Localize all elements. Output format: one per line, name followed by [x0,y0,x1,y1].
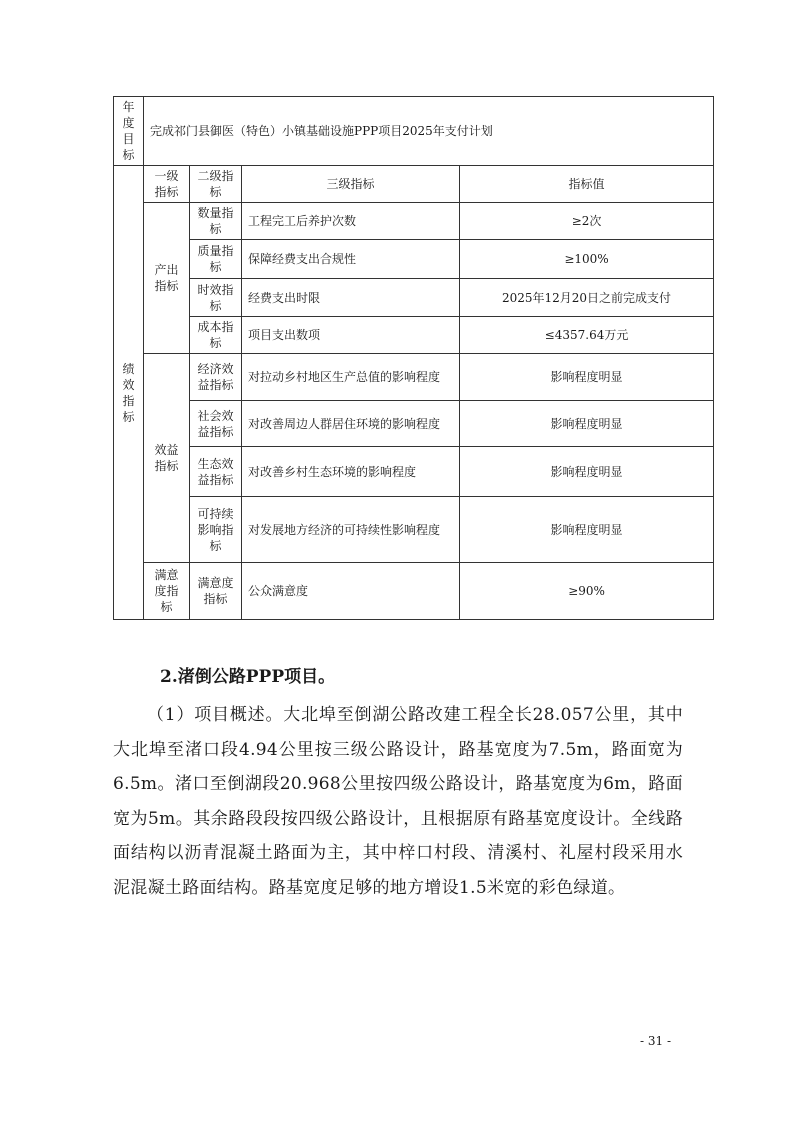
value-cell: 影响程度明显 [460,447,714,497]
level3-cell: 项目支出数项 [242,317,460,354]
level2-cell: 社会效益指标 [190,401,242,447]
level2-cell: 可持续影响指标 [190,497,242,563]
level1-satisfaction: 满意度指标 [144,563,190,620]
level2-cell: 经济效益指标 [190,354,242,401]
value-cell: ≥100% [460,240,714,279]
year-goal-text: 完成祁门县御医（特色）小镇基础设施PPP项目2025年支付计划 [144,97,714,166]
level2-cell: 质量指标 [190,240,242,279]
level3-cell: 经费支出时限 [242,279,460,317]
level1-output: 产出指标 [144,203,190,354]
perf-label: 绩效指标 [114,166,144,620]
header-value: 指标值 [460,166,714,203]
level3-cell: 对改善周边人群居住环境的影响程度 [242,401,460,447]
section-heading: 2.渚倒公路PPP项目。 [160,667,336,687]
table-row [114,401,714,447]
table-row [114,447,714,497]
header-level2: 二级指标 [190,166,242,203]
value-cell: 2025年12月20日之前完成支付 [460,279,714,317]
level3-cell: 对拉动乡村地区生产总值的影响程度 [242,354,460,401]
level3-cell: 保障经费支出合规性 [242,240,460,279]
level2-cell: 满意度指标 [190,563,242,620]
table-row [114,279,714,317]
value-cell: ≤4357.64万元 [460,317,714,354]
year-goal-label: 年度目标 [114,97,144,166]
value-cell: 影响程度明显 [460,354,714,401]
table-row [114,497,714,563]
value-cell: 影响程度明显 [460,401,714,447]
section-paragraph: （1）项目概述。大北埠至倒湖公路改建工程全长28.057公里，其中大北埠至渚口段4.94公里按三级公路设计，路基宽度为7.5m，路面宽为6.5m。渚口至倒湖段20.968公里按四级公路设计，路基宽度为6m，路面宽为5m。其余路段段按四级公路设计，且根据原有路基宽度设计。全线路面结构以沥青混凝土路面为主，其中梓口村段、清溪村、礼屋村段采用水泥混凝土路面结构。路基宽度足够的地方增设1.5米宽的彩色绿道。 [113,705,683,898]
level2-cell: 成本指标 [190,317,242,354]
table-row [114,563,714,620]
level3-cell: 公众满意度 [242,563,460,620]
level3-cell: 工程完工后养护次数 [242,203,460,240]
level2-cell: 数量指标 [190,203,242,240]
performance-table [113,96,714,620]
level2-cell: 生态效益指标 [190,447,242,497]
level3-cell: 对发展地方经济的可持续性影响程度 [242,497,460,563]
value-cell: ≥2次 [460,203,714,240]
header-level3: 三级指标 [242,166,460,203]
level3-cell: 对改善乡村生态环境的影响程度 [242,447,460,497]
level2-cell: 时效指标 [190,279,242,317]
value-cell: 影响程度明显 [460,497,714,563]
table-row [114,203,714,240]
header-level1: 一级指标 [144,166,190,203]
page-number: - 31 - [640,1034,672,1048]
level1-benefit: 效益指标 [144,354,190,563]
table-row [114,240,714,279]
value-cell: ≥90% [460,563,714,620]
table-row [114,354,714,401]
section-body [113,698,683,906]
table-row [114,317,714,354]
